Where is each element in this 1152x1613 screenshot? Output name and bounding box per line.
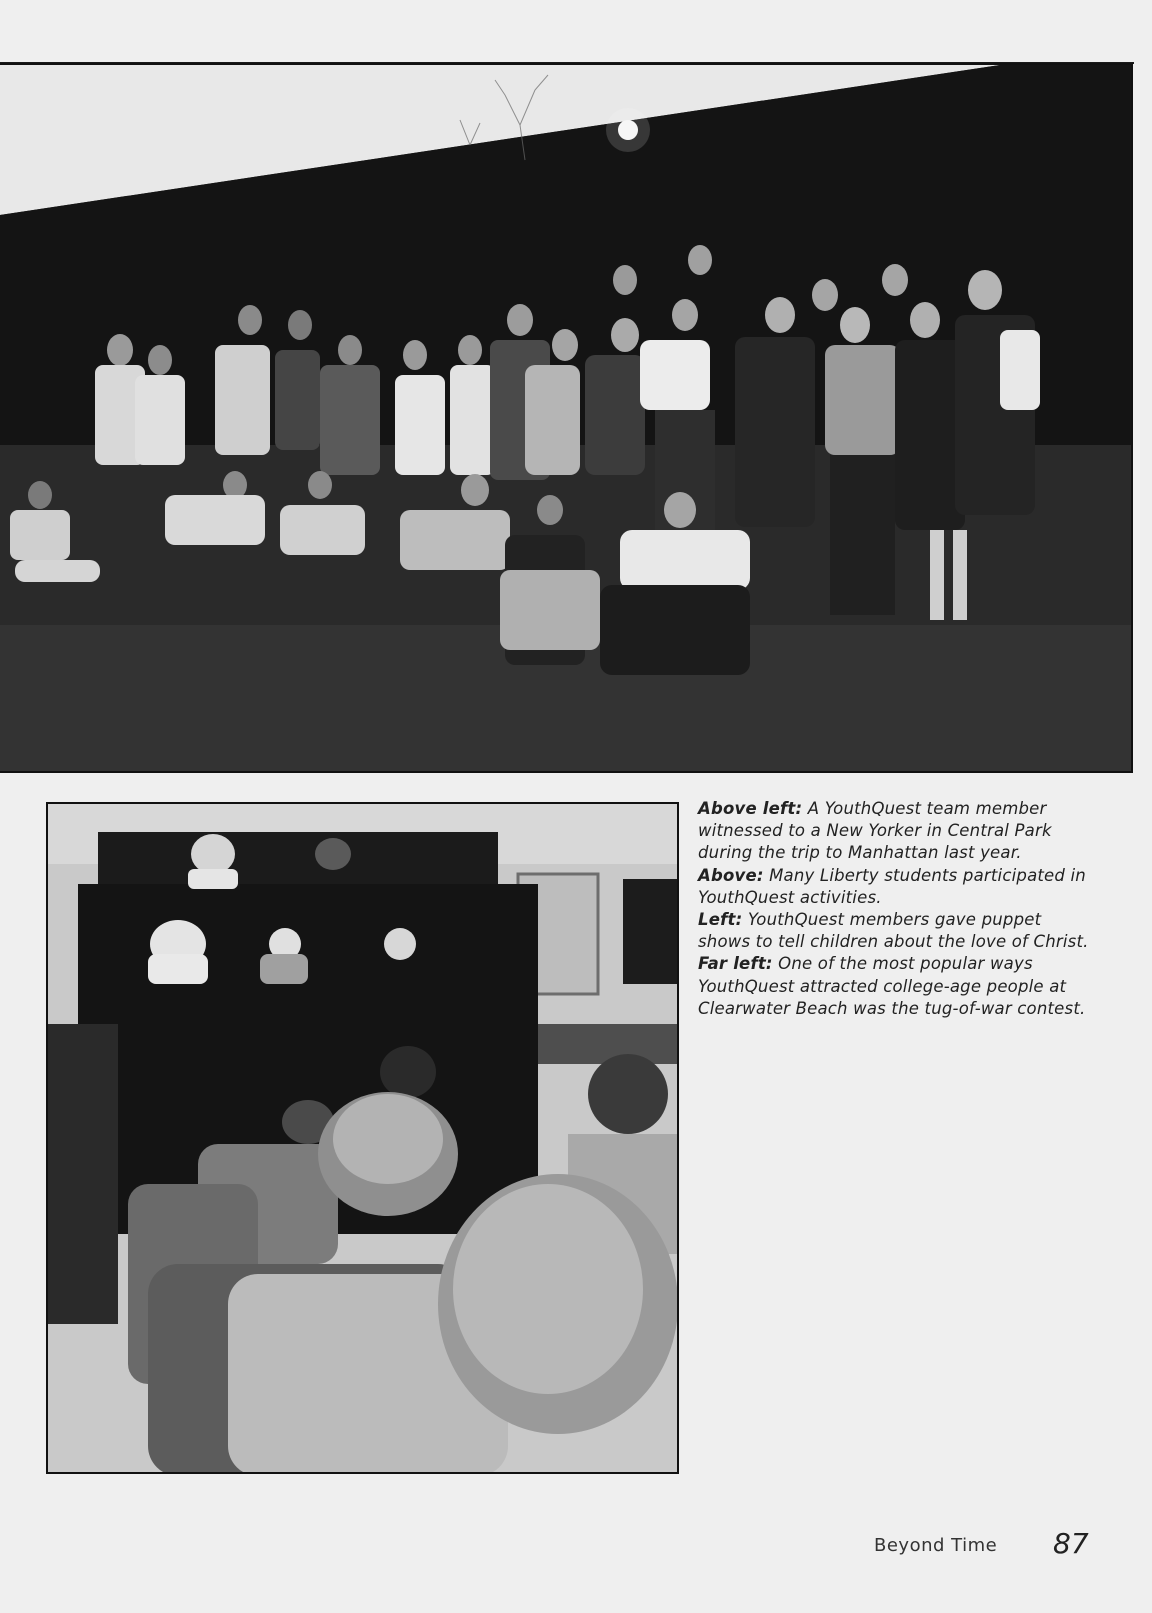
- caption-text: A YouthQuest team member witnessed to a New Yorker in Central Park during the trip to Manhattan last year.: [698, 799, 1052, 863]
- caption-text: Many Liberty students participated in YouthQuest activities.: [698, 865, 1086, 907]
- caption-label: Above left:: [698, 799, 803, 818]
- page-number: 87: [1053, 1527, 1089, 1560]
- caption-text: YouthQuest members gave puppet shows to tell children about the love of Christ.: [698, 910, 1089, 952]
- caption-label: Above:: [698, 865, 764, 885]
- caption-item: [698, 865, 1098, 909]
- caption-text: One of the most popular ways YouthQuest attracted college-age people at Clearwater Beach was the tug-of-war contest.: [698, 954, 1086, 1018]
- caption-item: [698, 953, 1098, 1020]
- footer-section-title: Beyond Time: [874, 1535, 998, 1556]
- puppet-show-photo: [46, 802, 679, 1474]
- group-photo: [0, 63, 1133, 773]
- caption-item: [698, 909, 1098, 953]
- caption-item: [698, 798, 1098, 865]
- caption-label: Left:: [698, 910, 743, 930]
- caption-label: Far left:: [698, 954, 773, 974]
- photo-caption: [698, 798, 1098, 1020]
